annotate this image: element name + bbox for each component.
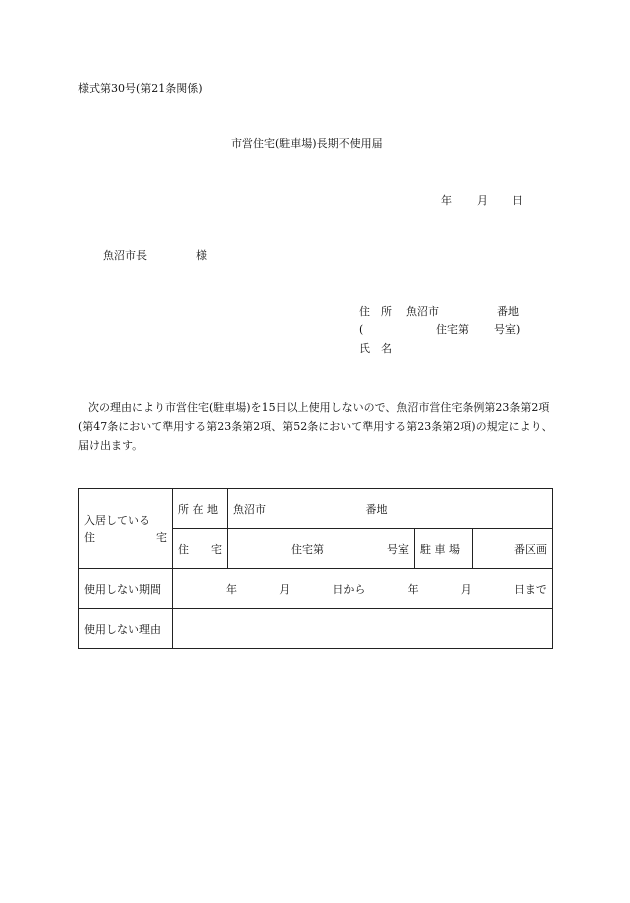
resident-label-line1: 入居している [84, 513, 150, 527]
resident-label-char2: 宅 [156, 530, 167, 544]
location-city: 魚沼市 [233, 502, 266, 516]
period-from-day: 日から [332, 582, 366, 596]
parking-value-cell[interactable] [473, 529, 553, 569]
applicant-name-label: 氏 名 [359, 342, 392, 355]
period-from-year: 年 [226, 582, 237, 596]
table-row [79, 569, 553, 609]
period-label: 使用しない期間 [84, 582, 161, 596]
applicant-housing-no: 住宅第 [436, 323, 469, 336]
location-banchi: 番地 [365, 502, 388, 516]
location-label: 所 在 地 [178, 502, 218, 516]
housing-label: 住 宅 [178, 542, 222, 556]
date-year: 年 [441, 194, 452, 207]
parking-label: 駐 車 場 [420, 542, 460, 556]
housing-value-cell[interactable] [228, 529, 415, 569]
location-label-cell [173, 489, 228, 529]
reason-label-cell [79, 609, 173, 649]
addressee-honorific: 様 [196, 249, 207, 262]
reason-label: 使用しない理由 [84, 622, 161, 636]
applicant-address-banchi: 番地 [497, 305, 519, 318]
period-from-month: 月 [279, 582, 291, 596]
period-label-cell [79, 569, 173, 609]
table-row [79, 609, 553, 649]
housing-no: 住宅第 [291, 542, 324, 556]
notification-table [78, 488, 553, 649]
period-to-day: 日まで [513, 582, 547, 596]
table-row [79, 489, 553, 529]
location-value-cell[interactable] [228, 489, 553, 529]
document-title: 市営住宅(駐車場)長期不使用届 [231, 137, 383, 150]
date-day: 日 [512, 194, 523, 207]
room-no: 号室 [387, 542, 409, 556]
date-month: 月 [477, 194, 488, 207]
addressee-name: 魚沼市長 [103, 249, 147, 262]
period-to-year: 年 [407, 582, 419, 596]
form-number: 様式第30号(第21条関係) [78, 82, 203, 95]
resident-label-char1: 住 [84, 530, 95, 544]
body-paragraph: 次の理由により市営住宅(駐車場)を15日以上使用しないので、魚沼市営住宅条例第23条第2項(第47条において準用する第23条第2項、第52条において準用する第23条第2項)の規定により、届け出ます。 [78, 401, 553, 452]
parking-section: 番区画 [514, 542, 547, 556]
applicant-address-label: 住 所 [359, 305, 392, 318]
reason-value-cell[interactable] [173, 609, 553, 649]
resident-label-cell [79, 489, 173, 569]
parking-label-cell [415, 529, 473, 569]
period-to-month: 月 [460, 582, 472, 596]
period-value-cell[interactable] [173, 569, 553, 609]
applicant-room-no: 号室) [494, 323, 521, 336]
applicant-address-city: 魚沼市 [406, 305, 439, 318]
housing-label-cell [173, 529, 228, 569]
applicant-paren-open: ( [359, 323, 364, 336]
